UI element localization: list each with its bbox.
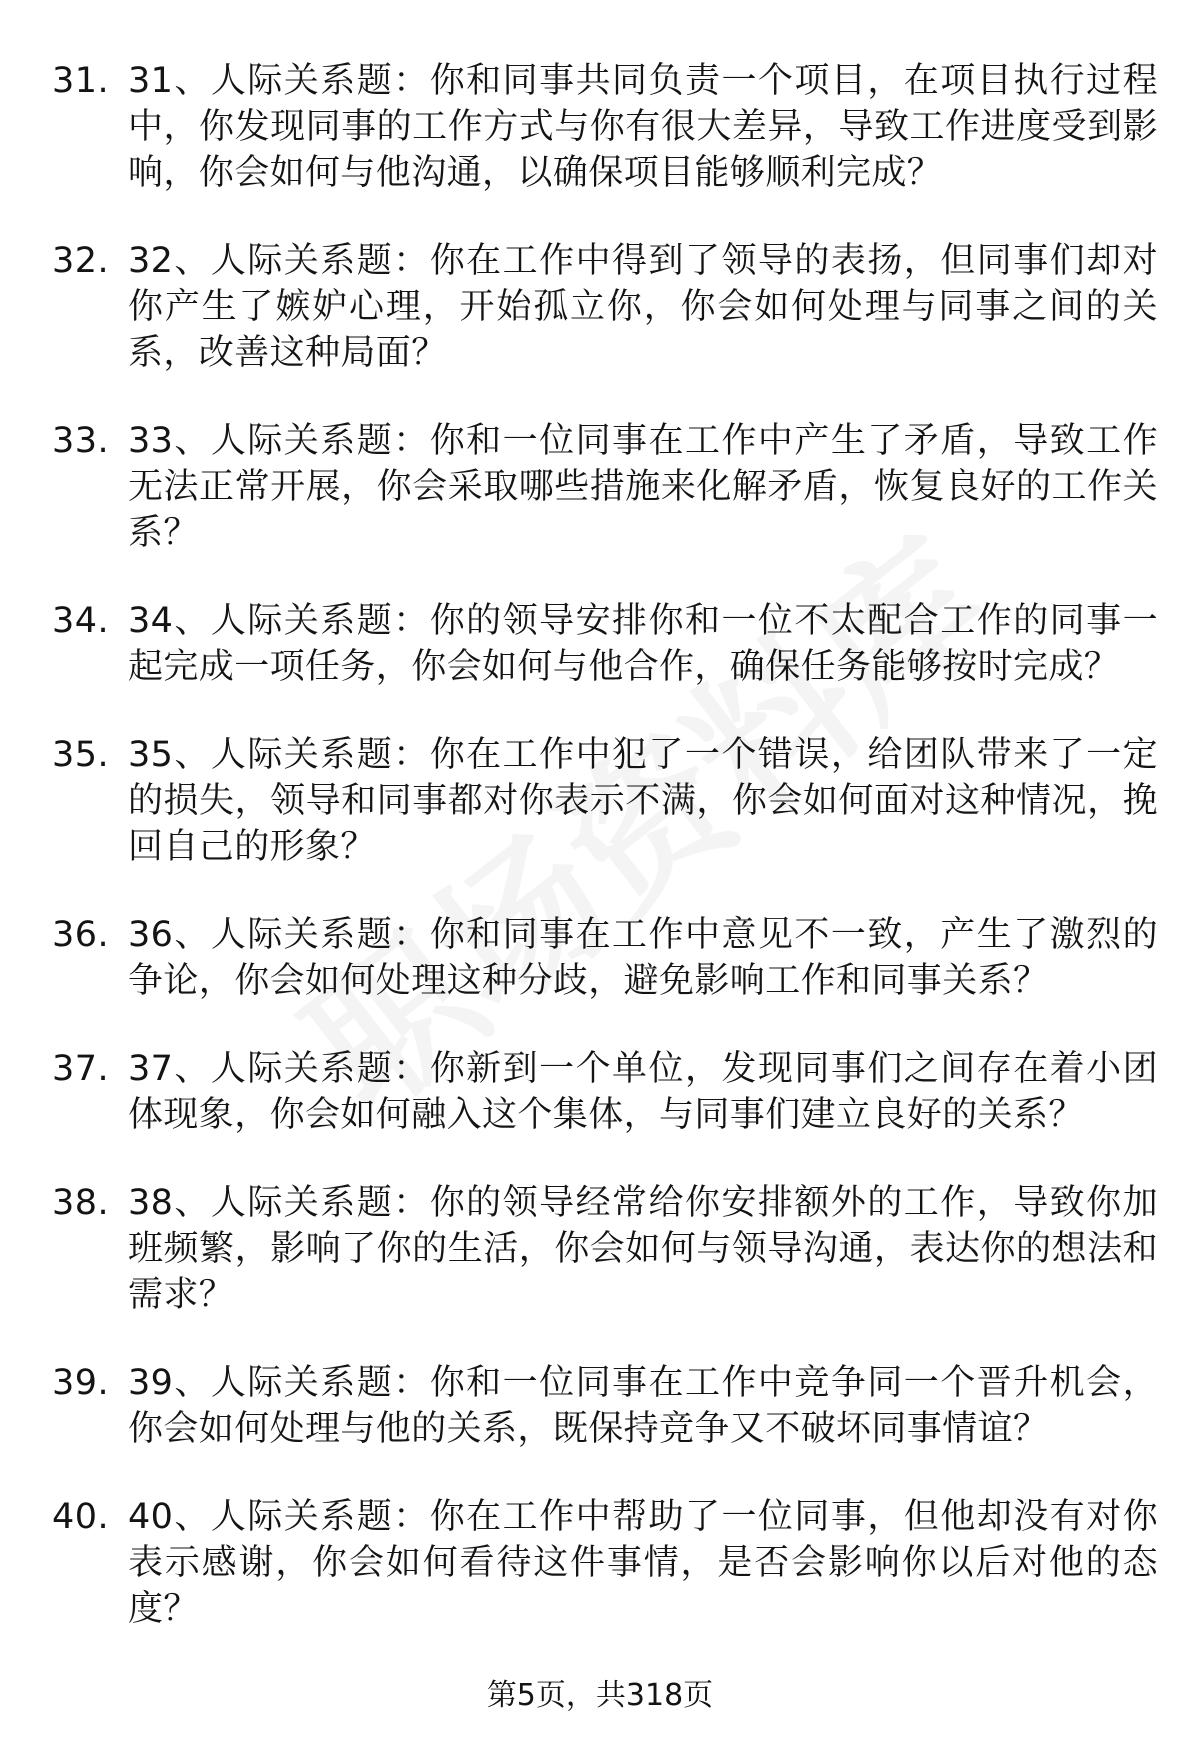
question-item-36: [0, 912, 1200, 1046]
question-number: 35.: [52, 735, 110, 775]
question-number: 31.: [52, 61, 110, 101]
question-text: 34、人际关系题：你的领导安排你和一位不太配合工作的同事一起完成一项任务，你会如何与他合作，确保任务能够按时完成？: [128, 601, 1158, 687]
page-footer: 第5页，共318页: [486, 1678, 714, 1713]
question-number: 36.: [52, 915, 110, 955]
question-number: 32.: [52, 241, 110, 281]
question-number: 34.: [52, 601, 110, 641]
question-item-38: [0, 1180, 1200, 1360]
question-text: 40、人际关系题：你在工作中帮助了一位同事，但他却没有对你表示感谢，你会如何看待这件事情，是否会影响你以后对他的态度？: [128, 1497, 1158, 1629]
question-item-33: [0, 418, 1200, 598]
question-text: 33、人际关系题：你和一位同事在工作中产生了矛盾，导致工作无法正常开展，你会采取哪些措施来化解矛盾，恢复良好的工作关系？: [128, 421, 1158, 553]
question-number: 40.: [52, 1497, 110, 1537]
question-item-39: [0, 1360, 1200, 1494]
question-number: 39.: [52, 1363, 110, 1403]
question-text: 38、人际关系题：你的领导经常给你安排额外的工作，导致你加班频繁，影响了你的生活，你会如何与领导沟通，表达你的想法和需求？: [128, 1183, 1158, 1315]
question-text: 35、人际关系题：你在工作中犯了一个错误，给团队带来了一定的损失，领导和同事都对你表示不满，你会如何面对这种情况，挽回自己的形象？: [128, 735, 1158, 867]
question-item-37: [0, 1046, 1200, 1180]
question-number: 38.: [52, 1183, 110, 1223]
question-text: 36、人际关系题：你和同事在工作中意见不一致，产生了激烈的争论，你会如何处理这种分歧，避免影响工作和同事关系？: [128, 915, 1158, 1001]
question-item-32: [0, 238, 1200, 418]
question-item-34: [0, 598, 1200, 732]
question-text: 39、人际关系题：你和一位同事在工作中竞争同一个晋升机会，你会如何处理与他的关系，既保持竞争又不破坏同事情谊？: [128, 1363, 1158, 1449]
question-list: [0, 58, 1200, 1674]
question-text: 37、人际关系题：你新到一个单位，发现同事们之间存在着小团体现象，你会如何融入这个集体，与同事们建立良好的关系？: [128, 1049, 1158, 1135]
question-text: 32、人际关系题：你在工作中得到了领导的表扬，但同事们却对你产生了嫉妒心理，开始孤立你，你会如何处理与同事之间的关系，改善这种局面？: [128, 241, 1158, 373]
question-item-35: [0, 732, 1200, 912]
question-text: 31、人际关系题：你和同事共同负责一个项目，在项目执行过程中，你发现同事的工作方式与你有很大差异，导致工作进度受到影响，你会如何与他沟通，以确保项目能够顺利完成？: [128, 61, 1158, 193]
question-number: 37.: [52, 1049, 110, 1089]
question-item-40: [0, 1494, 1200, 1674]
question-number: 33.: [52, 421, 110, 461]
question-item-31: [0, 58, 1200, 238]
